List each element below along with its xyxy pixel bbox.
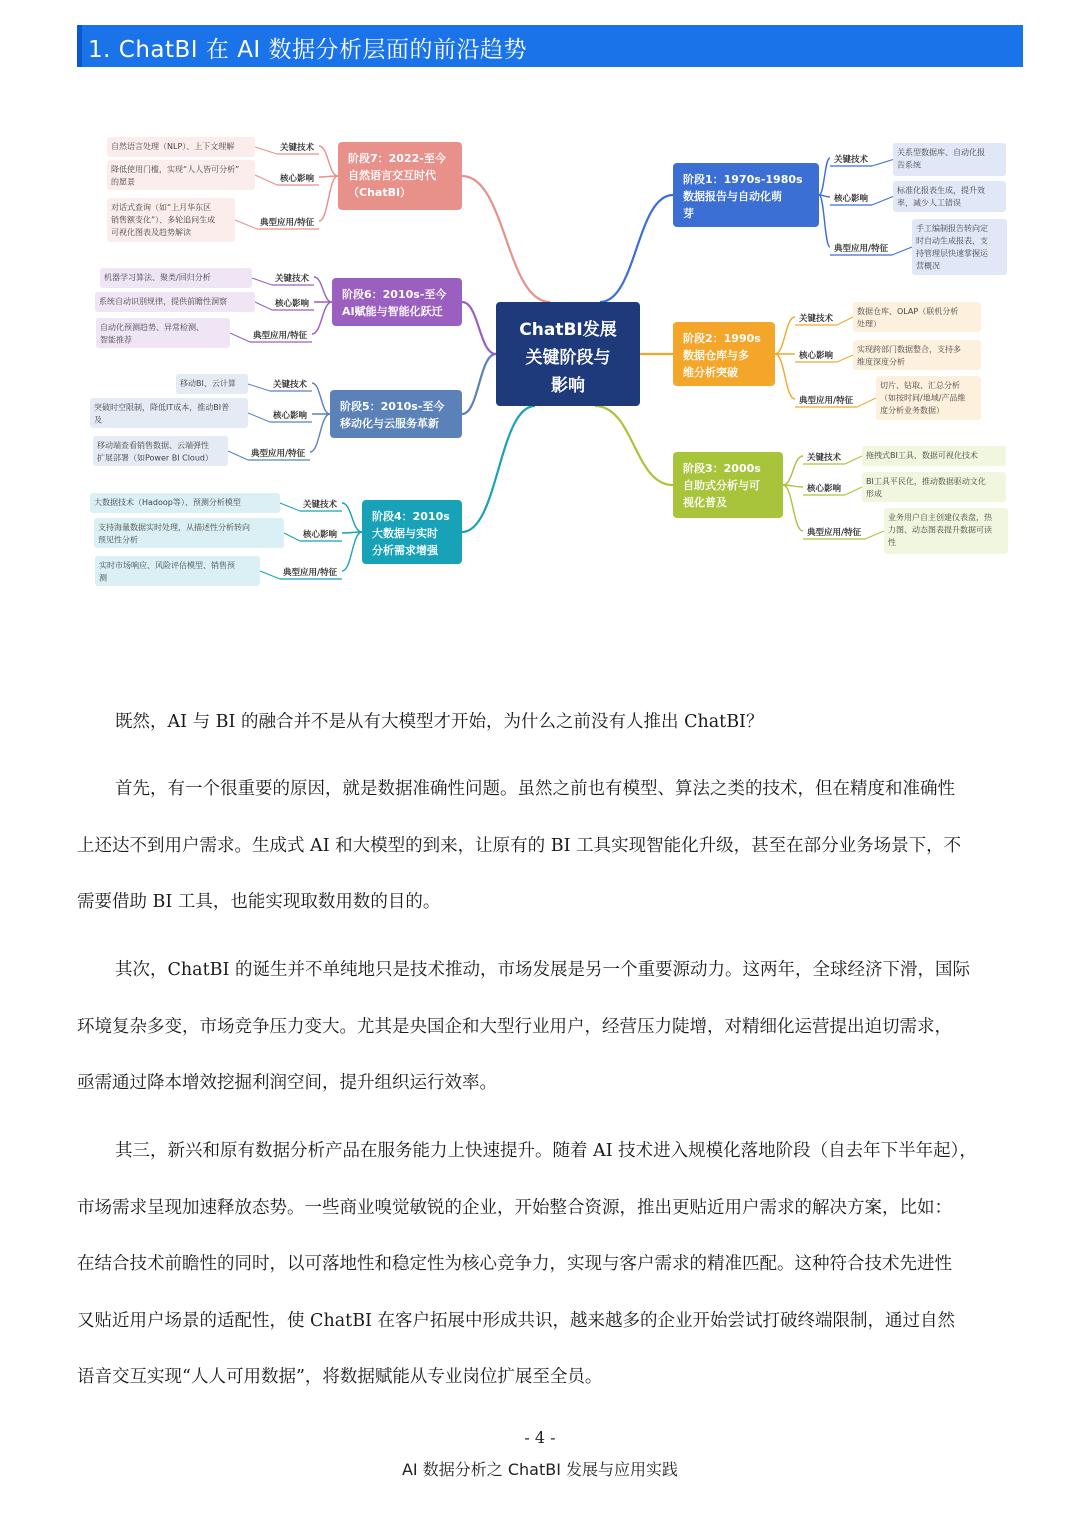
item-text: 移动BI、云计算 <box>180 379 236 388</box>
tag-item-connector <box>837 355 853 362</box>
item-text: 度分析业务数据） <box>880 406 944 415</box>
stage-item-connector <box>312 302 332 334</box>
item-tag: 核心影响 <box>807 484 842 494</box>
center-node-label: 影响 <box>551 376 585 396</box>
item-tag: 关键技术 <box>799 314 834 324</box>
stage-node <box>332 278 462 326</box>
branch-connector <box>462 176 550 302</box>
stage-title: 大数据与实时 <box>372 527 438 540</box>
stage-title: 视化普及 <box>683 496 727 509</box>
stage-title: 数据报告与自动化萌 <box>683 190 782 203</box>
stage-title: 阶段2：1990s <box>683 332 761 345</box>
stage-item-connector <box>314 277 332 302</box>
stage-node <box>330 390 462 438</box>
item-text: 持管理层快速掌握运 <box>916 249 988 258</box>
mindmap-diagram <box>0 0 1080 640</box>
tag-item-connector <box>872 160 893 167</box>
stage-title: 阶段6：2010s-至今 <box>342 288 447 301</box>
item-text: 业务用户自主创建仪表盘，热 <box>888 513 992 522</box>
item-text: 率，减少人工错误 <box>897 198 961 208</box>
item-tag: 核心影响 <box>303 530 338 540</box>
item-text: 测 <box>99 573 107 583</box>
item-text: 关系型数据库、自动化报 <box>897 148 985 157</box>
item-tag: 典型应用/特征 <box>834 244 889 254</box>
branch-connector <box>462 354 496 414</box>
stage-title: 维分析突破 <box>683 366 738 379</box>
paragraph-line: 市场需求呈现加速释放态势。一些商业嗅觉敏锐的企业，开始整合资源，推出更贴近用户需求的解决方案，比如： <box>77 1197 952 1218</box>
item-text: BI工具平民化，推动数据驱动文化 <box>866 477 986 486</box>
tag-item-connector <box>228 451 248 460</box>
stage-title: （ChatBI） <box>348 186 412 199</box>
item-text: 性 <box>888 538 896 547</box>
item-text: 维度深度分析 <box>857 357 905 367</box>
tag-item-connector <box>280 503 300 511</box>
stage-item-connector <box>783 456 803 485</box>
section-heading: 1. ChatBI 在 AI 数据分析层面的前沿趋势 <box>88 37 528 63</box>
tag-item-connector <box>230 333 250 342</box>
item-text: 拖拽式BI工具、数据可视化技术 <box>866 451 978 460</box>
paragraph-line: 既然，AI 与 BI 的融合并不是从有大模型才开始，为什么之前没有人推出 ChatBI？ <box>115 712 764 732</box>
item-tag: 典型应用/特征 <box>807 528 862 538</box>
paragraph-line: 又贴近用户场景的适配性，使 ChatBI 在客户拓展中形成共识，越来越多的企业开始尝试打破终端限制，通过自然 <box>77 1310 956 1331</box>
paragraph-line: 需要借助 BI 工具，也能实现取数用数的目的。 <box>77 892 441 912</box>
tag-item-connector <box>872 197 893 206</box>
paragraph-1 <box>77 694 1037 751</box>
tag-item-connector <box>845 456 862 464</box>
item-tag: 核心影响 <box>275 299 310 309</box>
tag-item-connector <box>284 533 300 541</box>
item-text: 的愿景 <box>111 177 135 187</box>
item-text: 实时市场响应、风险评估模型、销售预 <box>99 561 235 570</box>
item-text: 移动端查看销售数据、云端弹性 <box>97 441 209 450</box>
paragraph-2 <box>77 761 1037 931</box>
page-number: - 4 - <box>524 1428 556 1447</box>
document-title-footer: AI 数据分析之 ChatBI 发展与应用实践 <box>401 1460 678 1479</box>
stage-title: 阶段5：2010s-至今 <box>340 400 445 413</box>
stage-item-connector <box>783 485 803 531</box>
item-text: 销售额变化”）、多轮追问生成 <box>111 215 216 225</box>
item-tag: 关键技术 <box>303 500 338 510</box>
item-text: 自然语言处理（NLP）、上下文理解 <box>111 142 235 151</box>
item-text: 扩展部署（如Power BI Cloud） <box>97 453 213 463</box>
paragraph-line: 其次，ChatBI 的诞生并不单纯地只是技术推动，市场发展是另一个重要源动力。这两年，全球经济下滑，国际 <box>115 960 970 980</box>
stage-title: 阶段4：2010s <box>372 510 450 523</box>
branch-connector <box>462 302 496 354</box>
item-text: 降低使用门槛，实现“人人皆可分析” <box>111 165 240 174</box>
item-tag: 典型应用/特征 <box>260 218 315 228</box>
item-text: 切片、钻取、汇总分析 <box>880 381 960 390</box>
branch-connector <box>600 195 673 302</box>
stage-title: 阶段7：2022-至今 <box>348 152 446 165</box>
tag-item-connector <box>845 487 862 495</box>
tag-item-connector <box>252 278 272 285</box>
item-tag: 关键技术 <box>807 453 842 463</box>
paragraph-line: 在结合技术前瞻性的同时，以可落地性和稳定性为核心竞争力，实现与客户需求的精准匹配。这种符合技术先进性 <box>77 1254 952 1274</box>
item-text: 支持海量数据实时处理，从描述性分析转向 <box>98 523 250 532</box>
item-text: 突破时空限制，降低IT成本，推动BI普 <box>94 403 230 412</box>
tag-item-connector <box>260 571 280 579</box>
stage-item-connector <box>819 195 830 247</box>
item-text: （如按时间/地域/产品维 <box>880 393 966 403</box>
tag-item-connector <box>865 531 884 539</box>
item-text: 时自动生成报表，支 <box>916 236 988 246</box>
paragraph-line: 其三，新兴和原有数据分析产品在服务能力上快速提升。随着 AI 技术进入规模化落地阶段（自去年下半年起）， <box>115 1141 977 1161</box>
item-text: 自动化预测趋势、异常检测、 <box>100 323 204 332</box>
stage-title: AI赋能与智能化跃迁 <box>342 305 443 318</box>
item-tag: 关键技术 <box>275 274 310 284</box>
paragraph-4 <box>77 1123 1037 1406</box>
tag-item-connector <box>892 247 912 255</box>
stage-item-connector <box>310 414 330 452</box>
item-tag: 典型应用/特征 <box>283 568 338 578</box>
item-tag: 关键技术 <box>280 143 315 153</box>
item-text: 数据仓库、OLAP（联机分析 <box>857 307 959 316</box>
center-node-label: 关键阶段与 <box>525 348 611 368</box>
item-tag: 核心影响 <box>273 411 308 421</box>
item-tag: 核心影响 <box>280 174 315 184</box>
stage-item-connector <box>342 503 362 532</box>
tag-item-connector <box>837 317 853 325</box>
item-text: 预见性分析 <box>98 535 138 545</box>
stage-title: 芽 <box>683 207 694 220</box>
paragraph-line: 语音交互实现“人人可用数据”，将数据赋能从专业岗位扩展至全员。 <box>77 1367 603 1387</box>
item-tag: 核心影响 <box>799 351 834 361</box>
tag-item-connector <box>255 302 272 310</box>
tag-item-connector <box>255 147 277 154</box>
stage-item-connector <box>312 383 330 414</box>
tag-item-connector <box>235 220 257 229</box>
stage-item-connector <box>775 354 795 399</box>
item-text: 营概况 <box>916 261 940 271</box>
tag-item-connector <box>857 398 876 407</box>
item-text: 及 <box>94 415 102 425</box>
tag-item-connector <box>248 384 270 391</box>
item-text: 机器学习算法、聚类/回归分析 <box>104 273 211 282</box>
tag-item-connector <box>248 413 270 422</box>
item-text: 告系统 <box>897 160 921 170</box>
stage-title: 自然语言交互时代 <box>348 169 436 182</box>
item-text: 力图、动态图表提升数据可读 <box>888 525 992 535</box>
paragraph-line: 首先，有一个很重要的原因，就是数据准确性问题。虽然之前也有模型、算法之类的技术，但在精度和准确性 <box>115 779 955 799</box>
tag-item-connector <box>255 175 277 185</box>
stage-title: 移动化与云服务革新 <box>340 417 439 430</box>
stage-title: 阶段1：1970s-1980s <box>683 173 803 186</box>
item-tag: 典型应用/特征 <box>799 396 854 406</box>
item-tag: 关键技术 <box>834 155 869 165</box>
paragraph-line: 亟需通过降本增效挖掘利润空间，提升组织运行效率。 <box>77 1073 497 1093</box>
item-text: 对话式查询（如“上月华东区 <box>111 203 212 212</box>
item-tag: 典型应用/特征 <box>251 449 306 459</box>
branch-connector <box>462 406 535 532</box>
item-text: 系统自动识别规律，提供前瞻性洞察 <box>99 297 227 306</box>
item-text: 处理） <box>857 319 881 329</box>
stage-item-connector <box>775 317 795 354</box>
stage-item-connector <box>319 146 338 176</box>
stage-title: 分析需求增强 <box>372 544 438 557</box>
center-node-label: ChatBI发展 <box>519 320 617 340</box>
item-text: 实现跨部门数据整合，支持多 <box>857 345 961 354</box>
stage-item-connector <box>819 158 830 195</box>
item-tag: 核心影响 <box>834 194 869 204</box>
item-tag: 关键技术 <box>273 380 308 390</box>
stage-title: 数据仓库与多 <box>683 349 749 362</box>
item-text: 可视化图表及趋势解读 <box>111 228 191 237</box>
stage-title: 阶段3：2000s <box>683 462 761 475</box>
item-text: 标准化报表生成，提升效 <box>897 186 985 195</box>
item-text: 智能推荐 <box>100 335 132 345</box>
stage-item-connector <box>342 532 362 571</box>
paragraph-line: 上还达不到用户需求。生成式 AI 和大模型的到来，让原有的 BI 工具实现智能化升级，甚至在部分业务场景下，不 <box>77 835 962 856</box>
stage-title: 自助式分析与可 <box>683 479 760 492</box>
item-text: 形成 <box>866 489 882 499</box>
branch-connector <box>595 406 673 485</box>
item-text: 大数据技术（Hadoop等）、预测分析模型 <box>94 498 241 507</box>
stage-item-connector <box>319 176 338 221</box>
item-text: 手工编制报告转向定 <box>916 224 988 233</box>
item-tag: 典型应用/特征 <box>253 331 308 341</box>
paragraph-line: 环境复杂多变，市场竞争压力变大。尤其是央国企和大型行业用户，经营压力陡增，对精细化运营提出迫切需求， <box>77 1016 952 1037</box>
paragraph-3 <box>77 942 1037 1112</box>
